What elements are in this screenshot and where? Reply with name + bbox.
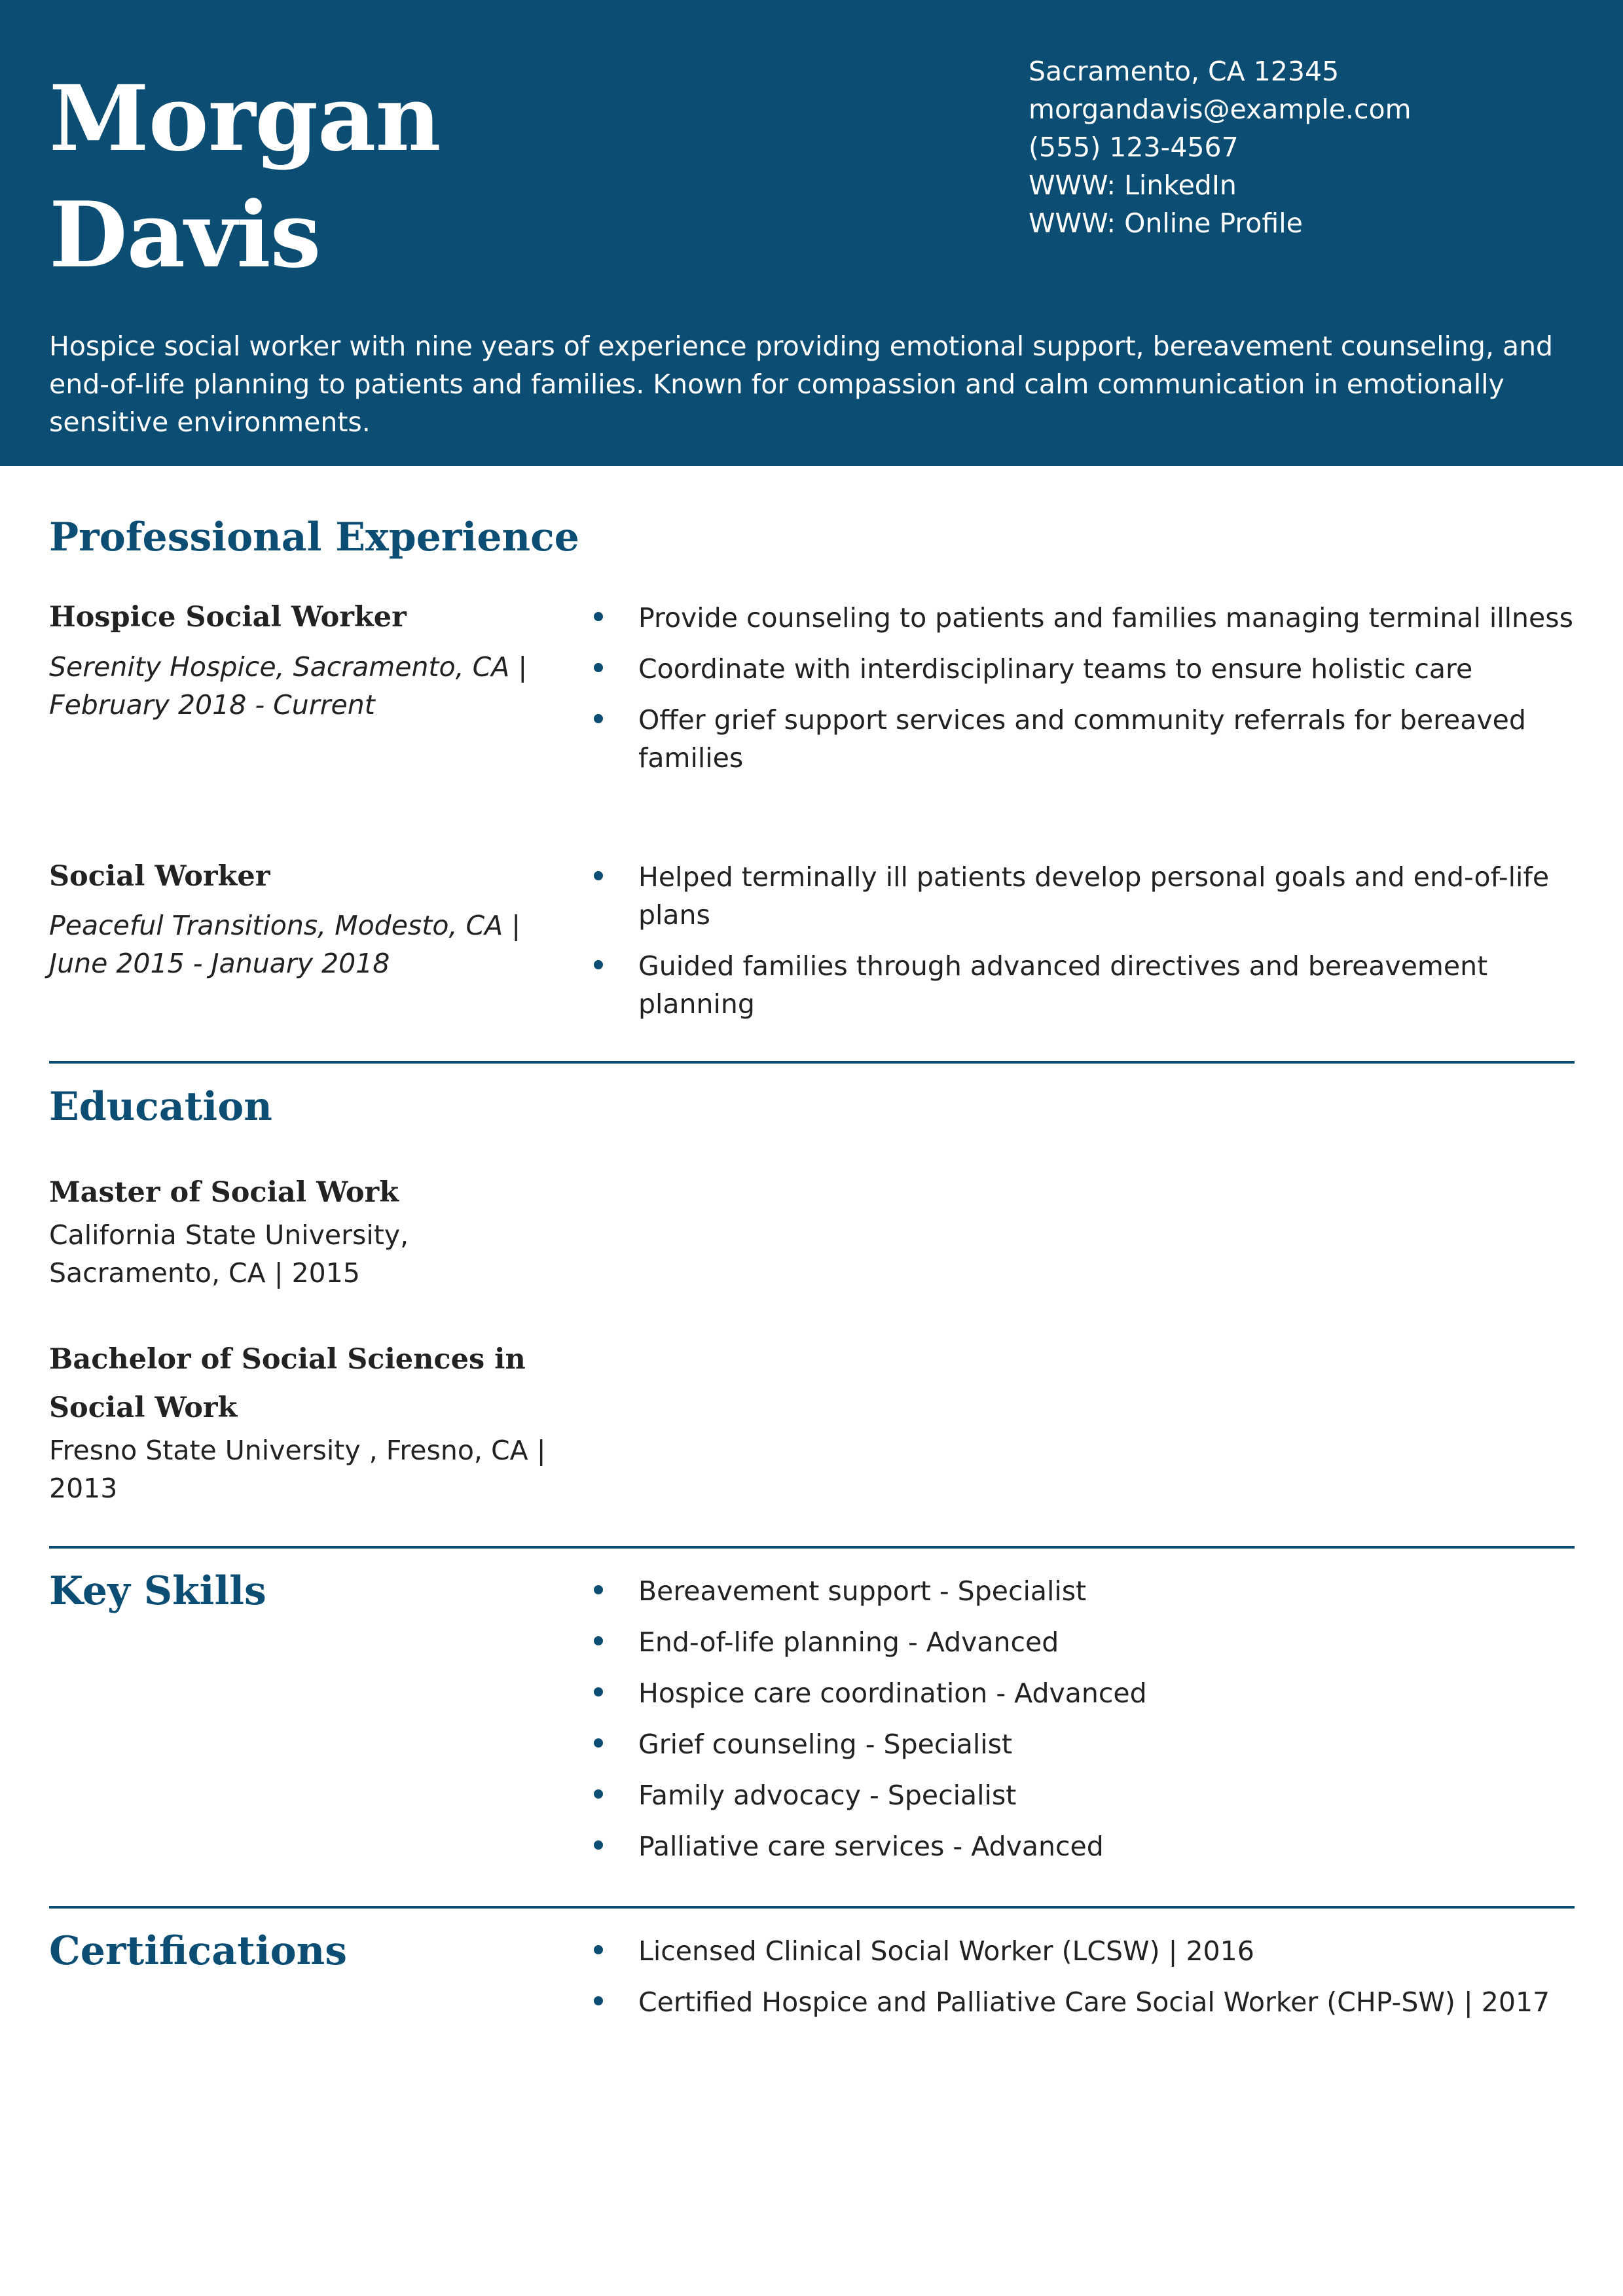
section-title-skills: Key Skills <box>49 1568 266 1614</box>
section-title-education: Education <box>49 1084 272 1130</box>
list-item: Bereavement support - Specialist <box>593 1572 1575 1610</box>
contact-linkedin-link[interactable]: WWW: LinkedIn <box>1029 170 1237 201</box>
professional-summary: Hospice social worker with nine years of experience providing emotional support, bereavement counseling, and end-of-life planning to patients and families. Known for compassion and calm communication in emotionally sensitive environments. <box>49 331 1554 438</box>
last-name: Davis <box>49 181 321 288</box>
list-item: Palliative care services - Advanced <box>593 1827 1575 1865</box>
job-title: Hospice Social Worker <box>49 601 407 634</box>
list-item: Certified Hospice and Palliative Care Social Worker (CHP-SW) | 2017 <box>593 1983 1575 2021</box>
list-item: Family advocacy - Specialist <box>593 1776 1575 1814</box>
header-banner <box>0 0 1623 466</box>
job-meta: Peaceful Transitions, Modesto, CA | June 2015 - January 2018 <box>49 910 521 979</box>
list-item: Licensed Clinical Social Worker (LCSW) | 2016 <box>593 1932 1575 1970</box>
contact-email[interactable]: morgandavis@example.com <box>1029 94 1412 125</box>
section-title-certifications: Certifications <box>49 1928 348 1974</box>
job-title: Social Worker <box>49 860 270 893</box>
candidate-name <box>49 60 441 293</box>
degree-meta: California State University, Sacramento, CA | 2015 <box>49 1219 409 1289</box>
skills-list <box>593 1572 1575 1878</box>
first-name: Morgan <box>49 65 441 171</box>
list-item: Provide counseling to patients and families managing terminal illness <box>593 599 1575 637</box>
section-divider <box>49 1061 1575 1064</box>
section-divider <box>49 1906 1575 1909</box>
job-bullet-list <box>593 858 1575 1036</box>
degree-title: Master of Social Work <box>49 1176 399 1209</box>
list-item: Grief counseling - Specialist <box>593 1725 1575 1763</box>
list-item: Hospice care coordination - Advanced <box>593 1674 1575 1712</box>
contact-address: Sacramento, CA 12345 <box>1029 56 1340 87</box>
list-item: End-of-life planning - Advanced <box>593 1623 1575 1661</box>
list-item: Guided families through advanced directives and bereavement planning <box>593 947 1575 1023</box>
section-divider <box>49 1546 1575 1549</box>
list-item: Coordinate with interdisciplinary teams to ensure holistic care <box>593 650 1575 688</box>
contact-phone: (555) 123-4567 <box>1029 132 1239 163</box>
degree-title: Bachelor of Social Sciences in Social Work <box>49 1343 526 1424</box>
job-bullet-list <box>593 599 1575 790</box>
contact-profile-link[interactable]: WWW: Online Profile <box>1029 207 1303 239</box>
list-item: Helped terminally ill patients develop personal goals and end-of-life plans <box>593 858 1575 934</box>
list-item: Offer grief support services and community referrals for bereaved families <box>593 701 1575 777</box>
certifications-list <box>593 1932 1575 2034</box>
job-meta: Serenity Hospice, Sacramento, CA | February 2018 - Current <box>49 651 528 721</box>
contact-info <box>1029 52 1412 242</box>
section-title-experience: Professional Experience <box>49 514 579 560</box>
degree-meta: Fresno State University , Fresno, CA | 2013 <box>49 1435 546 1504</box>
